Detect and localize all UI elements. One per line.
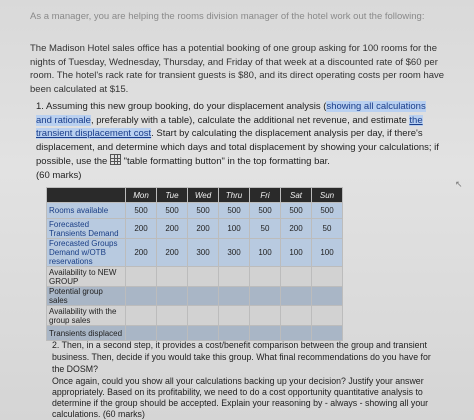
table-cell[interactable]: 500 [157,203,188,219]
table-cell[interactable]: 50 [312,219,343,239]
table-cell[interactable]: 200 [157,219,188,239]
scenario-paragraph: The Madison Hotel sales office has a potential booking of one group asking for 100 rooms for the nights of Tuesday, Wednesday, Thursday, and Friday of that week at a discounted rate of $60 per room. The hotel's rack rate for transient guests is $80, and its direct operating costs per room have been calculated at $15. [30,43,445,95]
table-cell[interactable]: 100 [281,239,312,267]
table-cell[interactable] [281,306,312,326]
q1-mid2: . Start by calculating the displacement analysis per day, if there's displacement, and determine which days and total displacement by showing your calculations; if possible, use the [36,128,439,167]
table-cell[interactable] [157,306,188,326]
displacement-table [46,187,343,341]
table-cell[interactable] [157,287,188,306]
row-label: Forecasted Transients Demand [47,219,126,239]
q1-marks: (60 marks) [36,169,82,181]
q1-tail: "table formatting button" in the top formatting bar. [120,156,330,167]
table-cell[interactable] [188,287,219,306]
table-cell[interactable]: 300 [188,239,219,267]
day-header: Thru [219,188,250,203]
day-header: Fri [250,188,281,203]
table-grid-icon [110,154,121,165]
table-cell[interactable] [281,287,312,306]
table-cell[interactable] [157,267,188,287]
table-cell[interactable] [250,287,281,306]
table-cell[interactable]: 500 [250,203,281,219]
table-cell[interactable] [250,267,281,287]
table-cell[interactable]: 300 [219,239,250,267]
table-cell[interactable]: 100 [219,219,250,239]
table-cell[interactable]: 100 [250,239,281,267]
q1-highlight-calculations: showing all calculations and rationale [36,101,426,126]
row-label: Availability to NEW GROUP [47,267,126,287]
table-cell[interactable]: 200 [157,239,188,267]
table-row [47,239,343,267]
q1-lead: 1. Assuming this new group booking, do your displacement analysis ( [36,101,327,112]
table-row [47,306,343,326]
question-1 [36,100,441,182]
table-cell[interactable]: 200 [126,239,157,267]
q1-highlight-displacement: the transient displacement cost [36,114,423,139]
question-2-followup: Once again, could you show all your calculations backing up your decision? Justify your answer appropriately. Based on its profitability, we need to do a cost opportunity quantitative analysis to determine if the group should be accepted. Explain your reasoning by - always - showing all your calculations. (60 marks) [52,376,429,419]
table-row [47,267,343,287]
day-header: Tue [157,188,188,203]
table-cell[interactable] [312,287,343,306]
table-cell[interactable] [219,267,250,287]
mouse-cursor-icon: ↖ [455,179,463,189]
day-header: Mon [126,188,157,203]
row-label: Rooms available [47,203,126,219]
intro-text: As a manager, you are helping the rooms division manager of the hotel work out the following: [30,11,425,22]
table-cell[interactable]: 500 [219,203,250,219]
row-label: Forecasted Groups Demand w/OTB reservations [47,239,126,267]
table-cell[interactable]: 200 [188,219,219,239]
table-cell[interactable]: 500 [126,203,157,219]
question-2: 2. Then, in a second step, it provides a cost/benefit comparison between the group and transient business. Then, decide if you would take this group. What final recommendations do you have for the DOSM? [52,340,431,374]
table-corner-cell [47,188,126,203]
table-cell[interactable]: 500 [281,203,312,219]
table-cell[interactable]: 500 [312,203,343,219]
day-header: Wed [188,188,219,203]
q1-mid1: , preferably with a table), calculate the additional net revenue, and estimate [90,114,410,126]
table-cell[interactable] [219,306,250,326]
table-cell[interactable]: 100 [312,239,343,267]
table-cell[interactable] [126,287,157,306]
row-label: Transients displaced [47,326,126,341]
table-cell[interactable] [126,306,157,326]
day-header: Sat [281,188,312,203]
table-cell[interactable] [188,306,219,326]
table-row [47,287,343,306]
table-header-row [47,188,343,203]
day-header: Sun [312,188,343,203]
table-cell[interactable] [250,306,281,326]
table-row [47,203,343,219]
table-cell[interactable]: 200 [126,219,157,239]
table-cell[interactable]: 200 [281,219,312,239]
table-cell[interactable] [281,267,312,287]
row-label: Availability with the group sales [47,306,126,326]
table-cell[interactable] [219,287,250,306]
table-row [47,219,343,239]
table-cell[interactable] [312,267,343,287]
table-cell[interactable]: 50 [250,219,281,239]
table-cell[interactable] [312,306,343,326]
table-cell[interactable] [188,267,219,287]
table-cell[interactable]: 500 [188,203,219,219]
table-cell[interactable] [126,267,157,287]
row-label: Potential group sales [47,287,126,306]
